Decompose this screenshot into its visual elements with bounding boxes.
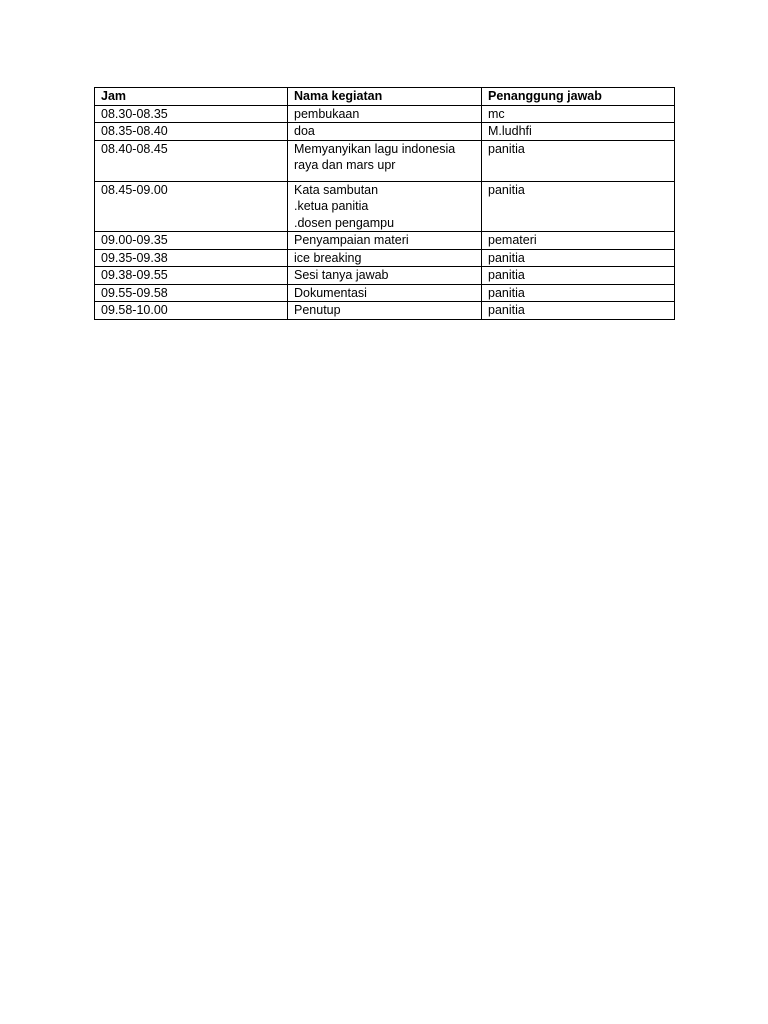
cell-jam: 08.40-08.45	[95, 140, 288, 181]
cell-penanggung-jawab: panitia	[482, 249, 675, 267]
cell-nama-kegiatan: pembukaan	[288, 105, 482, 123]
cell-nama-kegiatan: Sesi tanya jawab	[288, 267, 482, 285]
cell-jam: 09.35-09.38	[95, 249, 288, 267]
header-nama-kegiatan: Nama kegiatan	[288, 88, 482, 106]
cell-jam: 09.00-09.35	[95, 232, 288, 250]
cell-nama-kegiatan: Dokumentasi	[288, 284, 482, 302]
table-row	[95, 302, 675, 320]
table-header-row	[95, 88, 675, 106]
cell-penanggung-jawab: panitia	[482, 302, 675, 320]
activity-line: .ketua panitia	[294, 199, 369, 213]
table-row	[95, 140, 675, 181]
activity-line: Kata sambutan	[294, 182, 379, 197]
cell-jam: 08.45-09.00	[95, 181, 288, 232]
cell-jam: 08.30-08.35	[95, 105, 288, 123]
header-jam: Jam	[95, 88, 288, 106]
cell-jam: 08.35-08.40	[95, 123, 288, 141]
cell-penanggung-jawab: mc	[482, 105, 675, 123]
table-row	[95, 105, 675, 123]
table-row	[95, 249, 675, 267]
cell-nama-kegiatan: doa	[288, 123, 482, 141]
table-row	[95, 181, 675, 232]
cell-penanggung-jawab: M.ludhfi	[482, 123, 675, 141]
cell-penanggung-jawab: panitia	[482, 284, 675, 302]
cell-nama-kegiatan: ice breaking	[288, 249, 482, 267]
cell-jam: 09.38-09.55	[95, 267, 288, 285]
cell-nama-kegiatan	[288, 181, 482, 232]
cell-jam: 09.55-09.58	[95, 284, 288, 302]
cell-jam: 09.58-10.00	[95, 302, 288, 320]
activity-line: .dosen pengampu	[294, 215, 395, 230]
table-row	[95, 232, 675, 250]
schedule-table	[94, 87, 675, 320]
cell-penanggung-jawab: pemateri	[482, 232, 675, 250]
cell-penanggung-jawab: panitia	[482, 140, 675, 181]
cell-penanggung-jawab: panitia	[482, 181, 675, 232]
header-penanggung-jawab: Penanggung jawab	[482, 88, 675, 106]
cell-penanggung-jawab: panitia	[482, 267, 675, 285]
cell-nama-kegiatan: Penyampaian materi	[288, 232, 482, 250]
table-row	[95, 267, 675, 285]
cell-nama-kegiatan: Memyanyikan lagu indonesia raya dan mars upr	[288, 140, 482, 181]
cell-nama-kegiatan: Penutup	[288, 302, 482, 320]
table-row	[95, 123, 675, 141]
table-row	[95, 284, 675, 302]
